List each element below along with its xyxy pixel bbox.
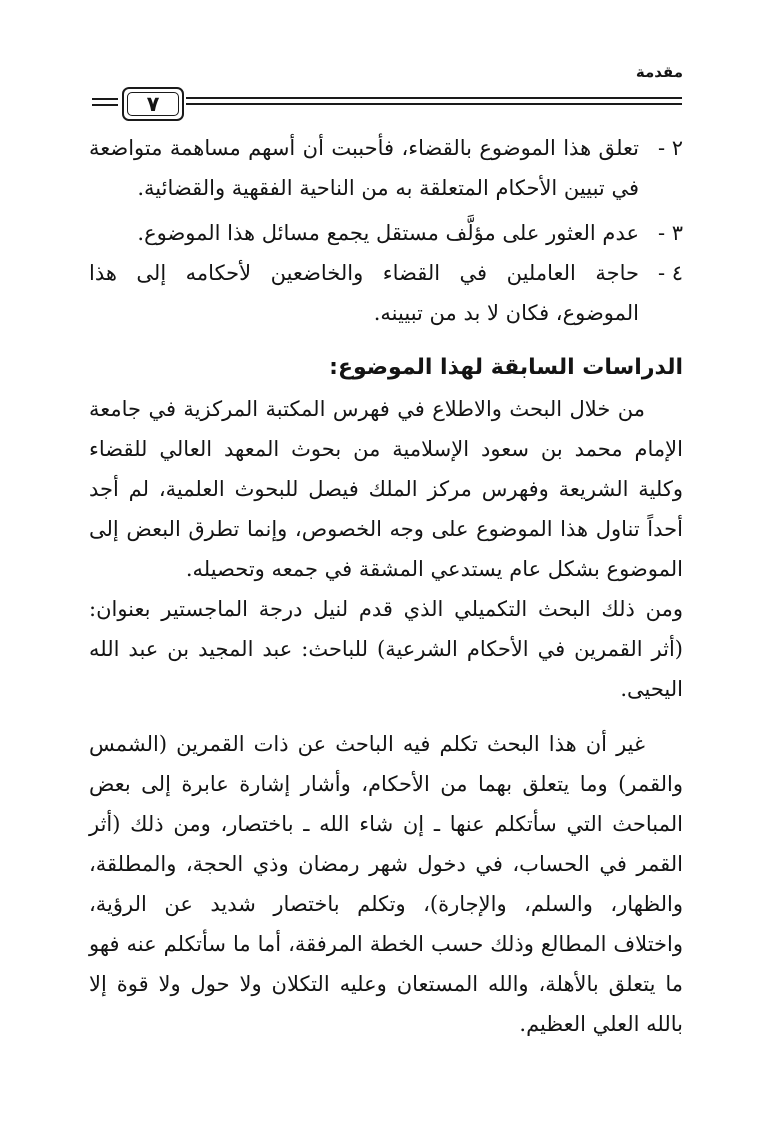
header-rule-left-bottom <box>92 104 118 106</box>
list-item-number: ٢ - <box>657 136 683 160</box>
list-item <box>89 253 683 333</box>
body-paragraph: غير أن هذا البحث تكلم فيه الباحث عن ذات القمرين (الشمس والقمر) وما يتعلق بهما من الأحكام، وأشار إشارة عابرة إلى بعض المباحث التي سأتكلم عنها ـ إن شاء الله ـ باختصار، ومن ذلك (أثر القمر في الحساب، في دخول شهر رمضان وذي الحجة، والمطلقة، والظهار، والسلم، والإجارة)، وتكلم باختصار شديد عن الرؤية، واختلاف المطالع وذلك حسب الخطة المرفقة، أما ما سأتكلم عنه فهو ما يتعلق بالأهلة، والله المستعان وعليه التكلان ولا حول ولا قوة إلا بالله العلي العظيم. <box>89 732 683 1036</box>
list-item-number: ٣ - <box>657 221 683 245</box>
page-number-frame <box>122 87 184 121</box>
list-item-number: ٤ - <box>657 261 683 285</box>
header-rule-right-bottom <box>186 103 682 105</box>
list-item-text: عدم العثور على مؤلَّف مستقل يجمع مسائل هذا الموضوع. <box>137 221 639 245</box>
page-number: ٧ <box>146 91 160 116</box>
section-heading: الدراسات السابقة لهذا الموضوع: <box>329 355 683 380</box>
header-rule-left-top <box>92 98 118 100</box>
page-body <box>89 128 683 1044</box>
list-item-text: حاجة العاملين في القضاء والخاضعين لأحكامه إلى هذا الموضوع، فكان لا بد من تبيينه. <box>89 261 639 325</box>
running-title: مقدمة <box>635 63 683 81</box>
list-item <box>89 213 683 253</box>
list-item <box>89 128 683 208</box>
body-paragraph: من خلال البحث والاطلاع في فهرس المكتبة المركزية في جامعة الإمام محمد بن سعود الإسلامية من بحوث المعهد العالي للقضاء وكلية الشريعة وفهرس مركز الملك فيصل للبحوث العلمية، لم أجد أحداً تناول هذا الموضوع على وجه الخصوص، وإنما تطرق البعض إلى الموضوع بشكل عام يستدعي المشقة في جمعه وتحصيله. <box>89 397 683 581</box>
list-item-text: تعلق هذا الموضوع بالقضاء، فأحببت أن أسهم مساهمة متواضعة في تبيين الأحكام المتعلقة به من الناحية الفقهية والقضائية. <box>89 136 639 200</box>
header-rule-right-top <box>186 97 682 99</box>
body-paragraph: ومن ذلك البحث التكميلي الذي قدم لنيل درجة الماجستير بعنوان: (أثر القمرين في الأحكام الشرعية) للباحث: عبد المجيد بن عبد الله اليحيى. <box>89 597 683 701</box>
